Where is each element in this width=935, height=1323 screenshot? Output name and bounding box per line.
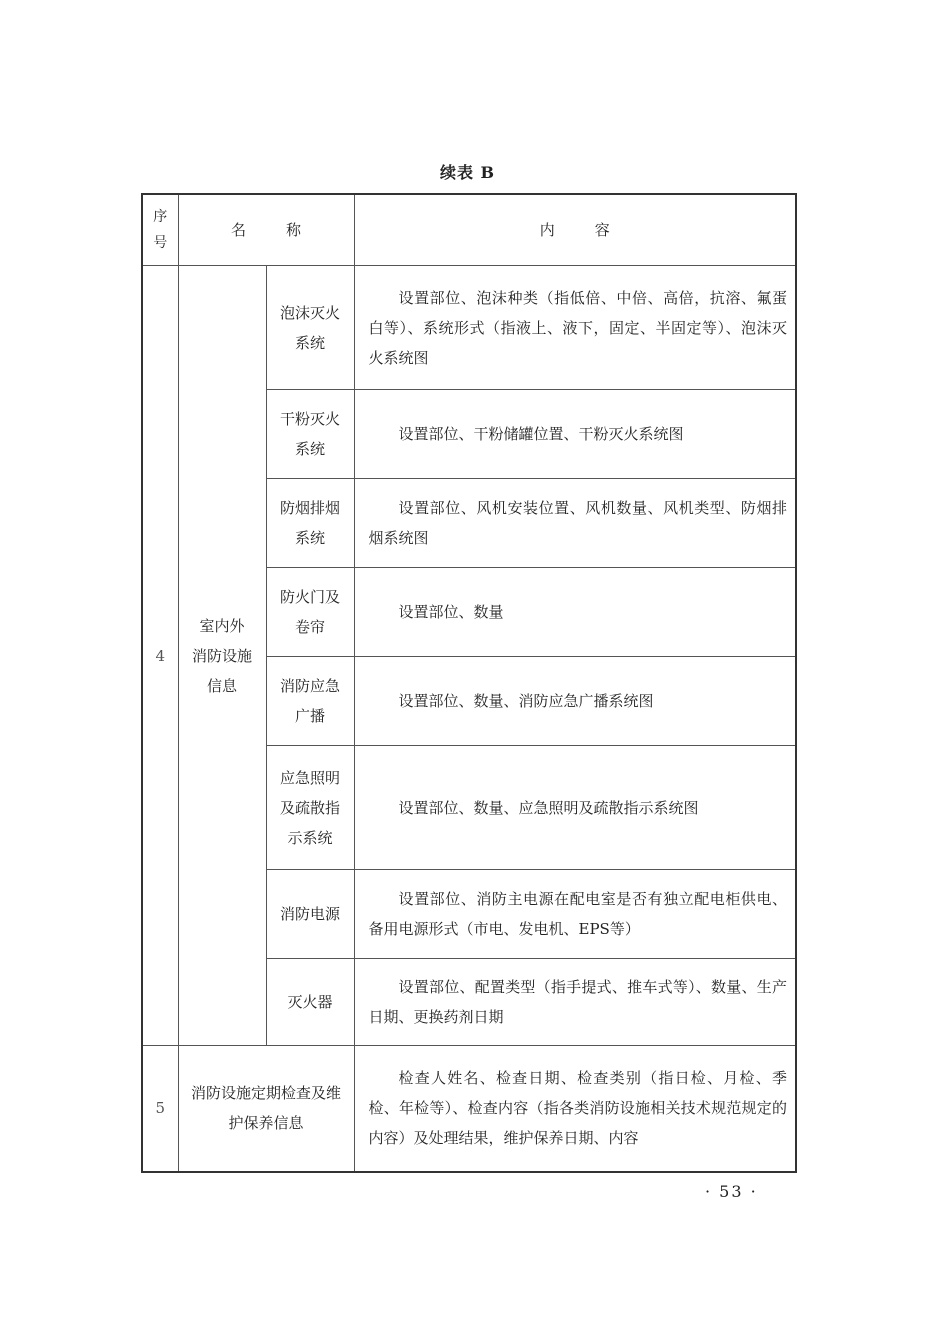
sub-item: 消防应急广播 (266, 657, 354, 746)
content-cell: 检查人姓名、检查日期、检查类别（指日检、月检、季检、年检等）、检查内容（指各类消防设施相关技术规范规定的内容）及处理结果，维护保养日期、内容 (354, 1046, 796, 1172)
header-seq (142, 194, 178, 266)
sub-item: 泡沫灭火系统 (266, 266, 354, 390)
content-cell: 设置部位、泡沫种类（指低倍、中倍、高倍，抗溶、氟蛋白等）、系统形式（指液上、液下，固定、半固定等）、泡沫灭火系统图 (354, 266, 796, 390)
content-cell: 设置部位、干粉储罐位置、干粉灭火系统图 (354, 390, 796, 479)
sub-item: 消防电源 (266, 870, 354, 959)
header-row (142, 194, 796, 266)
content-cell: 设置部位、消防主电源在配电室是否有独立配电柜供电、备用电源形式（市电、发电机、EPS等） (354, 870, 796, 959)
table-row (142, 266, 796, 390)
sub-item: 干粉灭火系统 (266, 390, 354, 479)
sub-item: 防烟排烟系统 (266, 479, 354, 568)
content-cell: 设置部位、数量 (354, 568, 796, 657)
page-number: · 53 · (705, 1182, 758, 1201)
seq-cell: 5 (142, 1046, 178, 1172)
header-content: 内容 (354, 194, 796, 266)
seq-cell: 4 (142, 266, 178, 1046)
header-name: 名称 (178, 194, 354, 266)
table-title: 续表 B (439, 163, 496, 182)
category-cell: 消防设施定期检查及维护保养信息 (178, 1046, 354, 1172)
header-seq-1: 序 (153, 209, 168, 225)
sub-item: 灭火器 (266, 959, 354, 1046)
content-cell: 设置部位、风机安装位置、风机数量、风机类型、防烟排烟系统图 (354, 479, 796, 568)
table-row (142, 1046, 796, 1172)
header-seq-2: 号 (153, 235, 168, 251)
sub-item: 防火门及卷帘 (266, 568, 354, 657)
content-cell: 设置部位、数量、消防应急广播系统图 (354, 657, 796, 746)
content-cell: 设置部位、配置类型（指手提式、推车式等）、数量、生产日期、更换药剂日期 (354, 959, 796, 1046)
sub-item: 应急照明及疏散指示系统 (266, 746, 354, 870)
content-cell: 设置部位、数量、应急照明及疏散指示系统图 (354, 746, 796, 870)
category-cell: 室内外 消防设施 信息 (178, 266, 266, 1046)
fire-facility-table (141, 193, 797, 1173)
